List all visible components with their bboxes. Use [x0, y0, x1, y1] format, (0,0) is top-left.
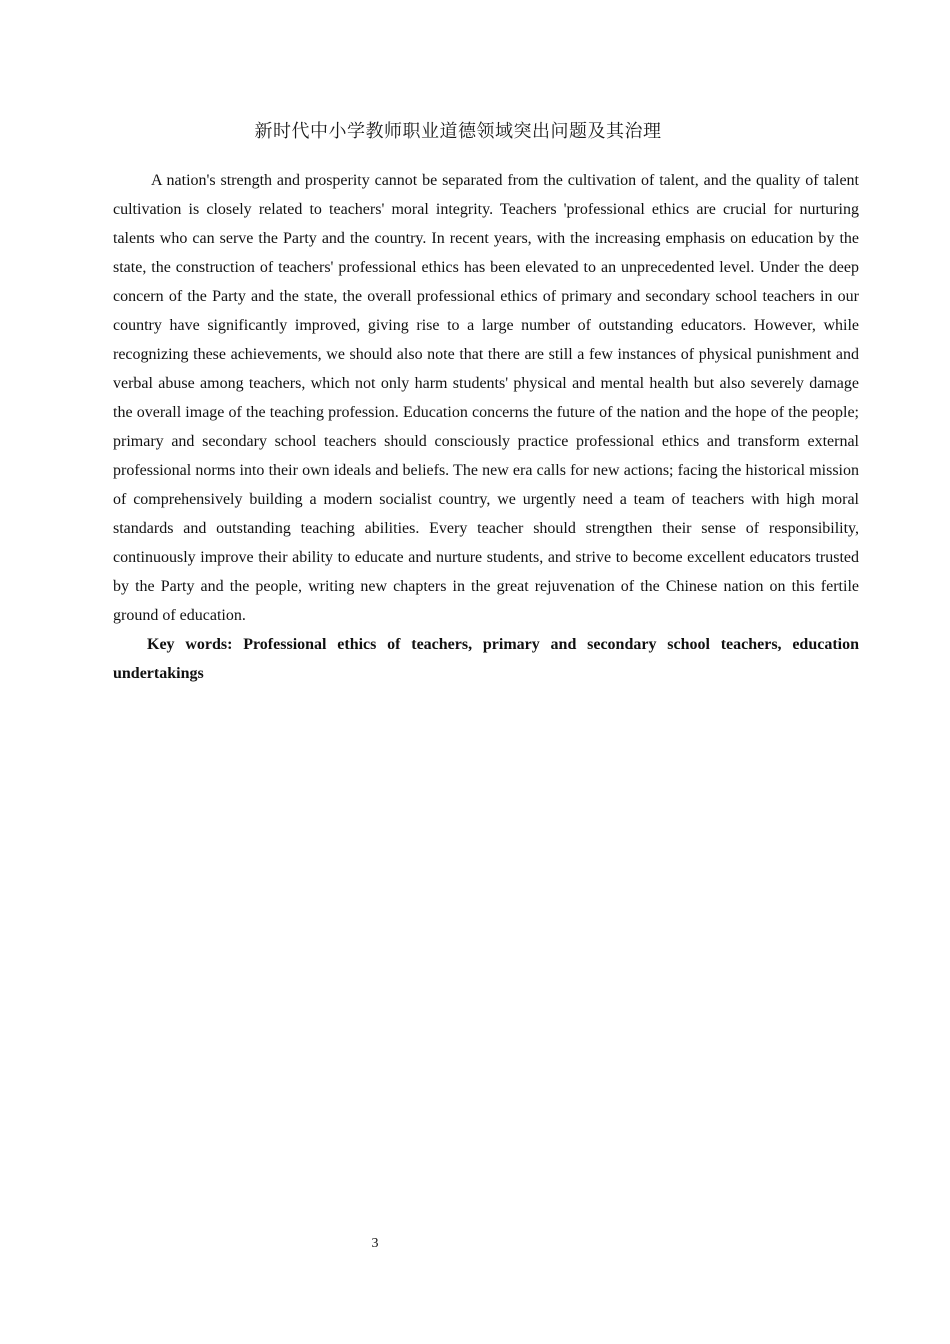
page-number: 3 — [371, 1236, 379, 1251]
abstract-paragraph: A nation's strength and prosperity cannot be separated from the cultivation of talent, and the quality of talent cultivation is closely related to teachers' moral integrity. Teachers 'professional ethics are crucial for nurturing talents who can serve the Party and the country. In recent years, with the increasing emphasis on education by the state, the construction of teachers' professional ethics has been elevated to an unprecedented level. Under the deep concern of the Party and the state, the overall professional ethics of primary and secondary school teachers in our country have significantly improved, giving rise to a large number of outstanding educators. However, while recognizing these achievements, we should also note that there are still a few instances of physical punishment and verbal abuse among teachers, which not only harm students' physical and mental health but also severely damage the overall image of the teaching profession. Education concerns the future of the nation and the hope of the people; primary and secondary school teachers should consciously practice professional ethics and transform external professional norms into their own ideals and beliefs. The new era calls for new actions; facing the historical mission of comprehensively building a modern socialist country, we urgently need a team of teachers with high moral standards and outstanding teaching abilities. Every teacher should strengthen their sense of responsibility, continuously improve their ability to educate and nurture students, and strive to become excellent educators trusted by the Party and the people, writing new chapters in the great rejuvenation of the Chinese nation on this fertile ground of education. — [113, 172, 859, 624]
document-title: 新时代中小学教师职业道德领域突出问题及其治理 — [254, 121, 662, 142]
keywords-paragraph: Key words: Professional ethics of teachers, primary and secondary school teachers, education undertakings — [113, 636, 859, 682]
